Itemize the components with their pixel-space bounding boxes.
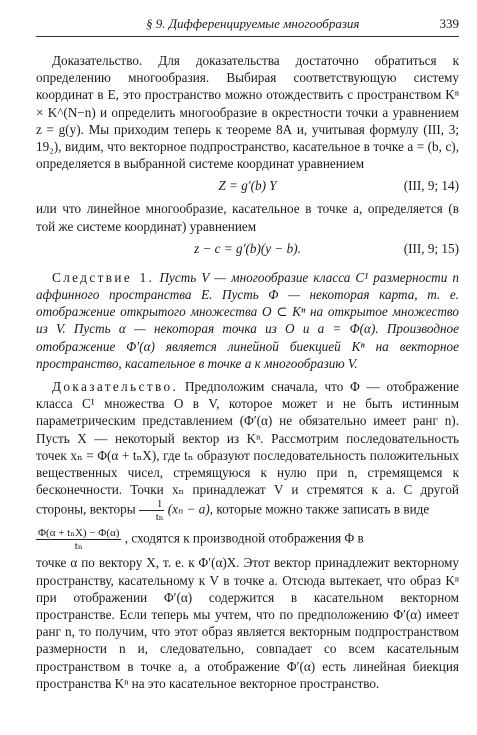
converges-text: , сходятся к производной отображения Φ в <box>124 531 364 546</box>
paragraph-proof-1: Доказательство. Для доказательства достаточно обратиться к определению многообразия. Выбирая соответствующую систему координат в E, это пространство можно отождествить с пространством Kⁿ × K^(N−n) и определить многообразие в окрестности точки a уравнением z = g(y). Мы приходим теперь к теореме 8А и, учитывая формулу (III, 3; 19₂), видим, что векторное подпространство, касательное в точке a = (b, c), определяется в выбранной системе координат уравнением <box>36 53 459 172</box>
corollary-text: Пусть V — многообразие класса C¹ размерности n аффинного пространства E. Пусть Φ — некоторая карта, т. е. отображение открытого множества O ⊂ Kⁿ на открытое множество из V. Пусть α — некоторая точка из O и a = Φ(α). Производное отображение Φ′(α) является линейной биекцией Kⁿ на векторное пространство, касательное в точке a к многообразию V. <box>36 269 460 371</box>
equation-15-formula: z − c = g′(b)(y − b). <box>194 240 301 256</box>
fraction-1-numerator: 1 <box>139 498 165 511</box>
fraction-derivative-denominator: tₙ <box>74 540 83 553</box>
equation-15-tag: (III, 9; 15) <box>403 240 459 256</box>
proof-2-tail: которые можно также записать в виде <box>216 502 430 517</box>
paragraph-corollary-1 <box>36 269 459 372</box>
equation-15 <box>36 237 459 261</box>
equation-14-formula: Z = g′(b) Y <box>218 178 277 194</box>
fraction-1-over-tn <box>139 498 165 523</box>
paragraph-derivative-fraction <box>36 527 459 552</box>
section-title: § 9. Дифференцируемые многообразия <box>146 16 360 31</box>
equation-14-tag: (III, 9; 14) <box>403 178 459 194</box>
fraction-derivative <box>36 527 121 552</box>
paragraph-proof-2 <box>36 378 459 523</box>
paragraph-linear-manifold: или что линейное многообразие, касательное в точке a, определяется (в той же системе координат) уравнением <box>36 201 459 234</box>
vector-xn-minus-a: (xₙ − a), <box>167 502 214 517</box>
page-number: 339 <box>439 16 459 31</box>
fraction-1-denominator: tₙ <box>155 511 164 524</box>
proof-label: Доказательство. <box>52 379 179 395</box>
corollary-label: Следствие 1. <box>52 269 155 285</box>
equation-14 <box>36 174 459 198</box>
fraction-derivative-numerator: Φ(α + tₙX) − Φ(α) <box>38 527 120 540</box>
proof-2-text: Предположим сначала, что Φ — отображение класса C¹ множества O в V, которое может и не быть истинным параметрическим представлением (Φ′(α) не обязательно имеет ранг n). Пусть X — некоторый вектор из Kⁿ. Рассмотрим последовательность точек xₙ = Φ(α + tₙX), где tₙ образуют последовательность положительных вещественных чисел, стремящуюся к нулю при n, стремящемся к бесконечности. Точки xₙ принадлежат V и стремятся к a. С другой стороны, векторы <box>36 379 459 517</box>
page-body <box>36 52 459 692</box>
paragraph-conclusion: точке α по вектору X, т. е. к Φ′(α)X. Этот вектор принадлежит векторному пространству, касательному к V в точке a. Отсюда вытекает, что образ Kⁿ при отображении Φ′(α) содержится в касательном векторном пространстве. Если теперь мы учтем, что по предположению Φ′(α) имеет ранг n, то получим, что этот образ является векторным подпространством размерности n и, следовательно, совпадает со всем касательным пространством в точке a, а отображение Φ′(α) есть линейная биекция пространства Kⁿ на это касательное векторное пространство. <box>36 555 459 691</box>
running-header <box>36 14 459 37</box>
